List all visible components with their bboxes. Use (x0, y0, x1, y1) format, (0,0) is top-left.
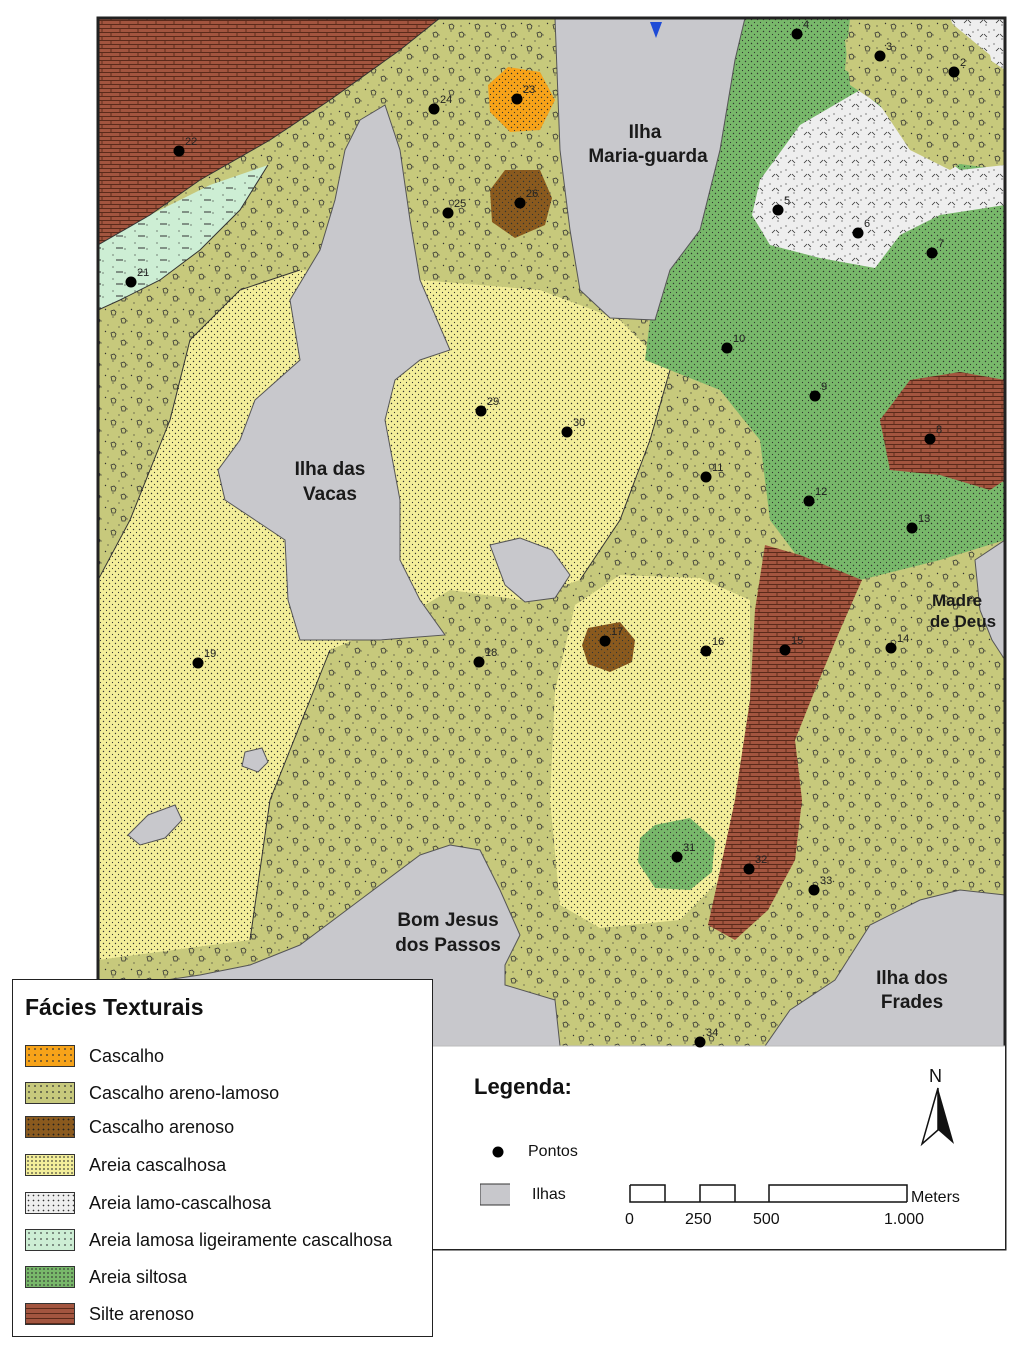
sample-point-32 (744, 864, 755, 875)
legend-title: Legenda: (474, 1074, 572, 1099)
facies-item-areia-lamosa: Areia lamosa ligeiramente cascalhosa (25, 1228, 392, 1252)
sample-point-label-17: 17 (611, 626, 624, 638)
sample-point-10 (722, 343, 733, 354)
sample-point-label-15: 15 (791, 635, 804, 647)
sample-point-29 (476, 406, 487, 417)
sample-point-label-18: 18 (485, 647, 498, 659)
north-label: N (929, 1066, 942, 1086)
sample-point-label-23: 23 (523, 84, 536, 96)
sample-point-label-25: 25 (454, 198, 467, 210)
sample-point-8 (925, 434, 936, 445)
sample-point-label-19: 19 (204, 648, 217, 660)
sample-point-label-3: 3 (886, 41, 893, 53)
sample-point-label-29: 29 (487, 396, 500, 408)
legend-pontos: Pontos (528, 1143, 578, 1160)
sample-point-label-6: 6 (864, 218, 871, 230)
svg-text:Vacas: Vacas (303, 484, 357, 505)
sample-point-label-33: 33 (820, 875, 833, 887)
facies-legend (12, 979, 433, 1337)
sample-point-23 (512, 94, 523, 105)
sample-point-label-11: 11 (712, 462, 724, 474)
svg-text:Frades: Frades (880, 992, 944, 1013)
sample-point-label-4: 4 (803, 19, 810, 31)
sample-point-label-12: 12 (815, 486, 828, 498)
sample-point-12 (804, 496, 815, 507)
sample-point-9 (810, 391, 821, 402)
sample-point-label-31: 31 (683, 842, 696, 854)
facies-legend-title: Fácies Texturais (25, 994, 204, 1020)
sample-point-label-22: 22 (185, 136, 198, 148)
scale-tick-500: 500 (753, 1211, 780, 1228)
sample-point-14 (886, 643, 897, 654)
sample-point-4 (792, 29, 803, 40)
sample-point-21 (126, 277, 137, 288)
sample-point-19 (193, 658, 204, 669)
point-symbol-icon (493, 1147, 504, 1158)
sample-point-label-8: 8 (936, 424, 943, 436)
svg-text:de Deus: de Deus (929, 612, 997, 631)
legend-symbols (480, 1140, 510, 1210)
swatch-silte-arenoso (25, 1303, 75, 1325)
facies-item-cascalho-arenoso: Cascalho arenoso (25, 1115, 234, 1139)
island-swatch (480, 1184, 510, 1205)
swatch-areia-siltosa (25, 1266, 75, 1288)
sample-point-label-5: 5 (784, 195, 791, 207)
scale-units: Meters (911, 1189, 960, 1206)
sample-point-label-24: 24 (440, 94, 453, 106)
sample-point-17 (600, 636, 611, 647)
facies-item-cascalho-areno-lamoso: Cascalho areno-lamoso (25, 1081, 279, 1105)
sample-point-label-21: 21 (137, 267, 150, 279)
sample-point-11 (701, 472, 712, 483)
north-arrow-icon (918, 1086, 958, 1148)
sample-point-label-30: 30 (573, 417, 586, 429)
sample-point-label-7: 7 (938, 238, 945, 250)
sample-point-26 (515, 198, 526, 209)
island-label-maria-guarda: Ilha (628, 122, 662, 143)
sample-point-25 (443, 208, 454, 219)
sample-point-7 (927, 248, 938, 259)
sample-point-6 (853, 228, 864, 239)
sample-point-34 (695, 1037, 706, 1048)
scale-tick-1000: 1.000 (884, 1211, 925, 1228)
sample-point-33 (809, 885, 820, 896)
sample-point-label-26: 26 (526, 188, 539, 200)
svg-text:Maria-guarda: Maria-guarda (588, 146, 708, 167)
sample-point-label-13: 13 (918, 513, 931, 525)
swatch-cascalho-areno-lamoso (25, 1082, 75, 1104)
facies-item-areia-siltosa: Areia siltosa (25, 1265, 187, 1289)
facies-item-areia-lamo-cascalhosa: Areia lamo-cascalhosa (25, 1191, 271, 1215)
swatch-areia-cascalhosa (25, 1154, 75, 1176)
island-label-bom-jesus: Bom Jesus (397, 910, 499, 931)
island-label-vacas: Ilha das (294, 459, 366, 480)
sample-point-label-34: 34 (706, 1027, 719, 1039)
sample-point-22 (174, 146, 185, 157)
facies-item-cascalho: Cascalho (25, 1044, 164, 1068)
island-label-frades: Ilha dos (876, 968, 948, 989)
swatch-areia-lamosa (25, 1229, 75, 1251)
facies-item-areia-cascalhosa: Areia cascalhosa (25, 1153, 226, 1177)
swatch-cascalho (25, 1045, 75, 1067)
sample-point-16 (701, 646, 712, 657)
sample-point-3 (875, 51, 886, 62)
sample-point-31 (672, 852, 683, 863)
scale-tick-250: 250 (685, 1211, 712, 1228)
swatch-cascalho-arenoso (25, 1116, 75, 1138)
scale-tick-0: 0 (625, 1211, 634, 1228)
sample-point-label-32: 32 (755, 854, 768, 866)
svg-text:dos Passos: dos Passos (395, 935, 501, 956)
sample-point-label-2: 2 (960, 57, 967, 69)
legend-ilhas: Ilhas (532, 1186, 566, 1203)
sample-point-label-14: 14 (897, 633, 910, 645)
scale-bar (625, 1180, 915, 1210)
sample-point-label-9: 9 (821, 381, 828, 393)
sample-point-18 (474, 657, 485, 668)
sample-point-5 (773, 205, 784, 216)
sample-point-24 (429, 104, 440, 115)
sample-point-2 (949, 67, 960, 78)
sample-point-13 (907, 523, 918, 534)
sample-point-label-16: 16 (712, 636, 725, 648)
sample-point-label-10: 10 (733, 333, 746, 345)
island-label-madre-de-deus: Madre (931, 591, 983, 610)
swatch-areia-lamo-cascalhosa (25, 1192, 75, 1214)
facies-item-silte-arenoso: Silte arenoso (25, 1302, 194, 1326)
sample-point-30 (562, 427, 573, 438)
sample-point-15 (780, 645, 791, 656)
